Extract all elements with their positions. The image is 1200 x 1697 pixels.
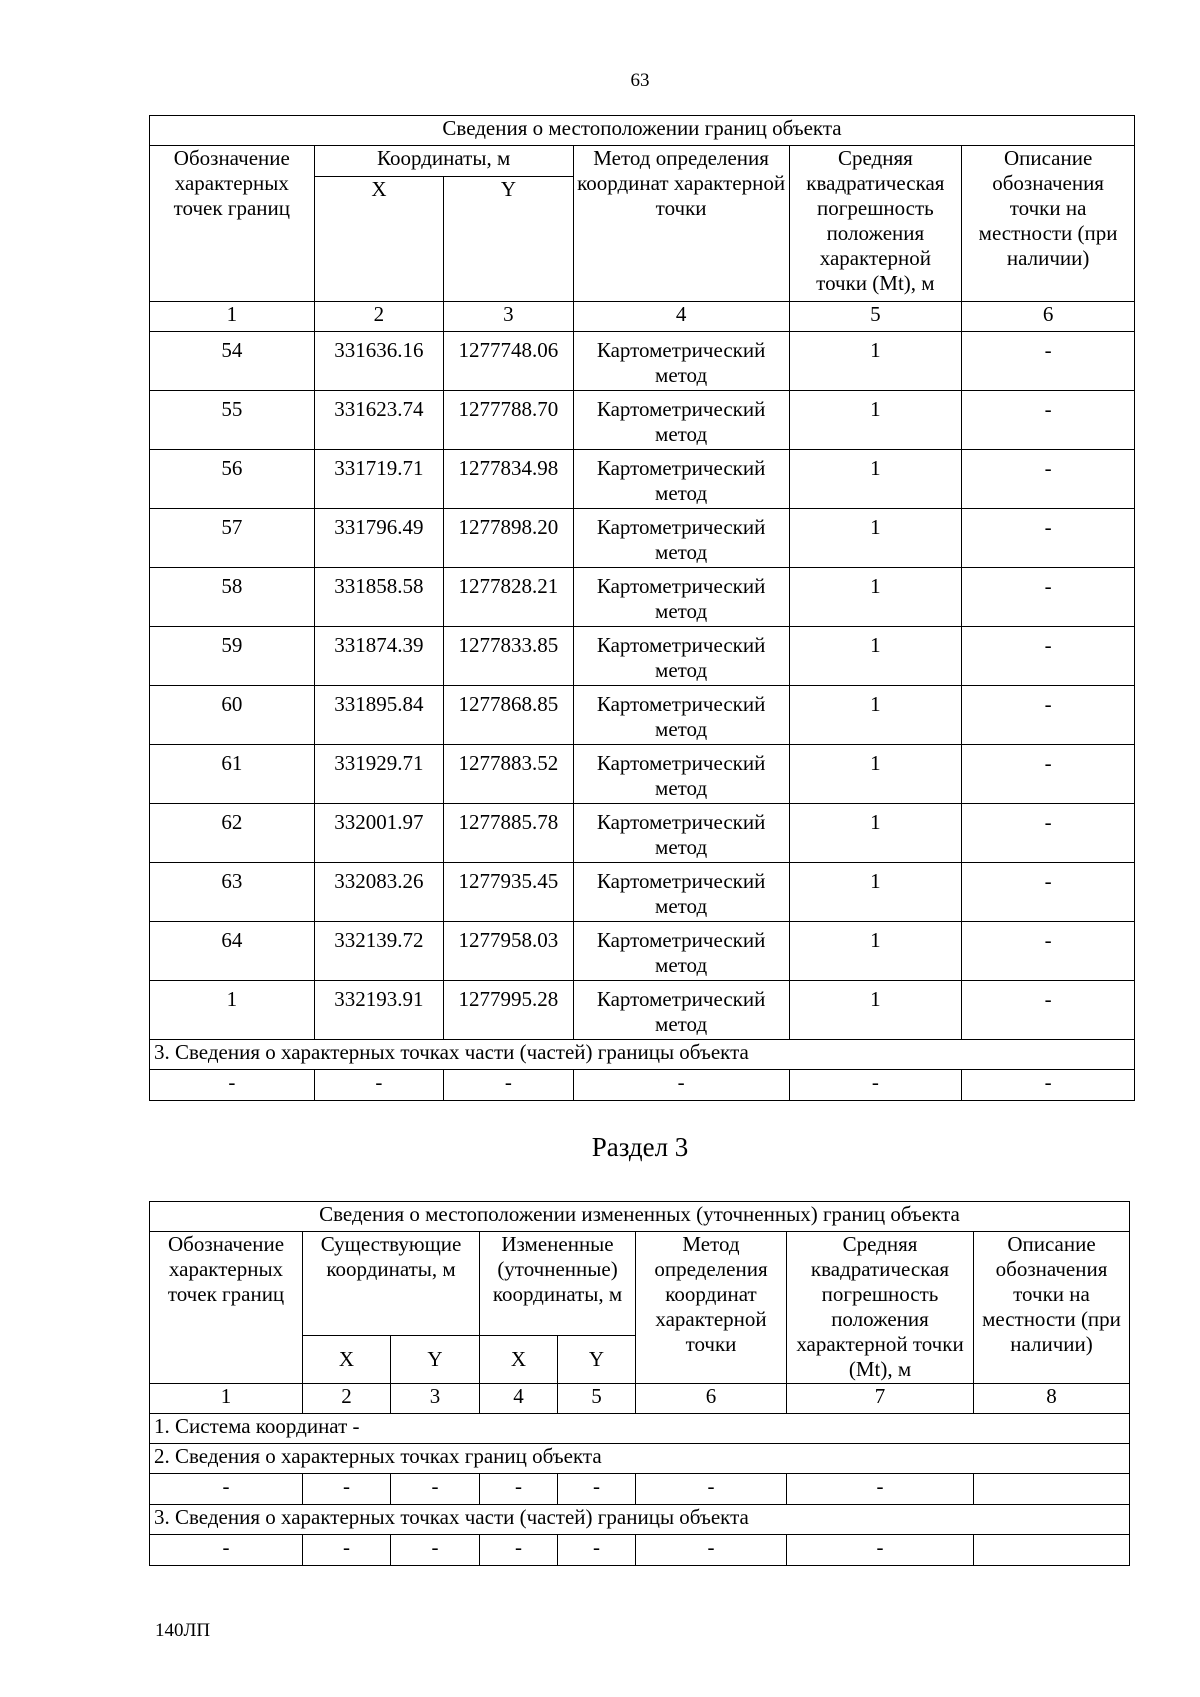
points-heading: 2. Сведения о характерных точках границ объекта	[150, 1444, 1130, 1474]
table-cell: -	[573, 1070, 789, 1101]
column-number: 4	[573, 302, 789, 332]
column-number: 4	[480, 1384, 558, 1414]
cell-y: 1277995.28	[444, 981, 574, 1040]
cell-method: Картометрический метод	[573, 686, 789, 745]
cell-desc: -	[962, 922, 1135, 981]
table-row	[150, 568, 1135, 627]
cell-y: 1277958.03	[444, 922, 574, 981]
cell-point: 58	[150, 568, 315, 627]
cell-desc: -	[962, 745, 1135, 804]
table-cell: -	[558, 1535, 636, 1566]
cell-x: 331636.16	[314, 332, 444, 391]
coord-system: 1. Система координат -	[150, 1414, 1130, 1444]
table-cell	[974, 1535, 1130, 1566]
cell-error: 1	[789, 332, 962, 391]
cell-desc: -	[962, 332, 1135, 391]
table-row	[150, 391, 1135, 450]
table-cell: -	[787, 1535, 974, 1566]
cell-x: 332001.97	[314, 804, 444, 863]
header-description: Описание обозначения точки на местности (при наличии)	[962, 146, 1135, 302]
table-row	[150, 450, 1135, 509]
header-y: Y	[444, 177, 574, 302]
table-cell: -	[150, 1535, 303, 1566]
page-number: 63	[630, 70, 650, 91]
table-cell: -	[480, 1535, 558, 1566]
cell-point: 54	[150, 332, 315, 391]
table-row	[150, 863, 1135, 922]
table-row	[150, 804, 1135, 863]
cell-desc: -	[962, 509, 1135, 568]
cell-error: 1	[789, 981, 962, 1040]
cell-point: 59	[150, 627, 315, 686]
header-x: X	[314, 177, 444, 302]
table-cell: -	[480, 1474, 558, 1505]
header-method: Метод определения координат характерной точки	[573, 146, 789, 302]
cell-y: 1277868.85	[444, 686, 574, 745]
column-number: 8	[974, 1384, 1130, 1414]
table-cell: -	[391, 1474, 480, 1505]
cell-x: 332139.72	[314, 922, 444, 981]
table-cell: -	[391, 1535, 480, 1566]
parts-heading: 3. Сведения о характерных точках части (частей) границы объекта	[150, 1505, 1130, 1535]
cell-method: Картометрический метод	[573, 450, 789, 509]
cell-point: 57	[150, 509, 315, 568]
cell-error: 1	[789, 568, 962, 627]
table-cell: -	[636, 1474, 787, 1505]
header2-method: Метод определения координат характерной точки	[636, 1232, 787, 1384]
header2-description: Описание обозначения точки на местности (при наличии)	[974, 1232, 1130, 1384]
cell-method: Картометрический метод	[573, 509, 789, 568]
header2-changed-x: X	[480, 1336, 558, 1384]
header2-point: Обозначение характерных точек границ	[150, 1232, 303, 1384]
points-row	[150, 1474, 1130, 1505]
cell-point: 60	[150, 686, 315, 745]
table-cell: -	[303, 1474, 391, 1505]
cell-y: 1277883.52	[444, 745, 574, 804]
cell-error: 1	[789, 509, 962, 568]
header2-changed: Измененные (уточненные) координаты, м	[480, 1232, 636, 1336]
cell-method: Картометрический метод	[573, 332, 789, 391]
cell-x: 332193.91	[314, 981, 444, 1040]
cell-desc: -	[962, 686, 1135, 745]
footer-code: 140ЛП	[155, 1620, 211, 1641]
column-number: 6	[962, 302, 1135, 332]
cell-point: 64	[150, 922, 315, 981]
table-cell: -	[962, 1070, 1135, 1101]
cell-desc: -	[962, 863, 1135, 922]
table-body	[150, 332, 1135, 1040]
cell-x: 331895.84	[314, 686, 444, 745]
cell-point: 56	[150, 450, 315, 509]
header2-existing: Существующие координаты, м	[303, 1232, 480, 1336]
header2-existing-x: X	[303, 1336, 391, 1384]
cell-error: 1	[789, 686, 962, 745]
parts-row	[150, 1535, 1130, 1566]
cell-method: Картометрический метод	[573, 568, 789, 627]
column-number: 1	[150, 1384, 303, 1414]
header-error: Средняя квадратическая погрешность положения характерной точки (Mt), м	[789, 146, 962, 302]
section-title: Раздел 3	[591, 1132, 689, 1162]
header-coords: Координаты, м	[314, 146, 573, 177]
cell-point: 1	[150, 981, 315, 1040]
cell-point: 55	[150, 391, 315, 450]
cell-error: 1	[789, 450, 962, 509]
cell-error: 1	[789, 804, 962, 863]
cell-desc: -	[962, 391, 1135, 450]
header2-changed-y: Y	[558, 1336, 636, 1384]
column-number: 3	[391, 1384, 480, 1414]
cell-y: 1277898.20	[444, 509, 574, 568]
table-cell: -	[314, 1070, 444, 1101]
cell-point: 62	[150, 804, 315, 863]
header2-existing-y: Y	[391, 1336, 480, 1384]
cell-x: 331623.74	[314, 391, 444, 450]
column-number: 7	[787, 1384, 974, 1414]
cell-method: Картометрический метод	[573, 627, 789, 686]
column-number: 2	[303, 1384, 391, 1414]
cell-point: 63	[150, 863, 315, 922]
table-cell: -	[150, 1474, 303, 1505]
table-row	[150, 981, 1135, 1040]
table-cell: -	[558, 1474, 636, 1505]
changed-boundary-table	[149, 1201, 1130, 1566]
cell-x: 331719.71	[314, 450, 444, 509]
cell-y: 1277828.21	[444, 568, 574, 627]
cell-error: 1	[789, 745, 962, 804]
cell-desc: -	[962, 804, 1135, 863]
table-cell: -	[789, 1070, 962, 1101]
table-row	[150, 745, 1135, 804]
table-title: Сведения о местоположении границ объекта	[150, 116, 1135, 146]
cell-y: 1277748.06	[444, 332, 574, 391]
cell-method: Картометрический метод	[573, 922, 789, 981]
table-row	[150, 332, 1135, 391]
cell-x: 331874.39	[314, 627, 444, 686]
cell-y: 1277935.45	[444, 863, 574, 922]
column-numbers-row	[150, 302, 1135, 332]
header-point: Обозначение характерных точек границ	[150, 146, 315, 302]
cell-x: 331929.71	[314, 745, 444, 804]
column-number: 1	[150, 302, 315, 332]
cell-error: 1	[789, 922, 962, 981]
table-cell: -	[636, 1535, 787, 1566]
cell-y: 1277833.85	[444, 627, 574, 686]
cell-desc: -	[962, 568, 1135, 627]
cell-method: Картометрический метод	[573, 391, 789, 450]
cell-error: 1	[789, 863, 962, 922]
cell-error: 1	[789, 627, 962, 686]
parts-heading: 3. Сведения о характерных точках части (частей) границы объекта	[150, 1040, 1135, 1070]
cell-desc: -	[962, 981, 1135, 1040]
table-row	[150, 686, 1135, 745]
cell-method: Картометрический метод	[573, 745, 789, 804]
parts-row	[150, 1070, 1135, 1101]
column-number: 6	[636, 1384, 787, 1414]
cell-desc: -	[962, 627, 1135, 686]
column-number: 2	[314, 302, 444, 332]
table-cell	[974, 1474, 1130, 1505]
cell-method: Картометрический метод	[573, 863, 789, 922]
cell-x: 331858.58	[314, 568, 444, 627]
cell-y: 1277885.78	[444, 804, 574, 863]
column-numbers-row	[150, 1384, 1130, 1414]
cell-method: Картометрический метод	[573, 981, 789, 1040]
cell-error: 1	[789, 391, 962, 450]
table2-title: Сведения о местоположении измененных (уточненных) границ объекта	[150, 1202, 1130, 1232]
header2-error: Средняя квадратическая погрешность положения характерной точки (Mt), м	[787, 1232, 974, 1384]
cell-x: 331796.49	[314, 509, 444, 568]
cell-point: 61	[150, 745, 315, 804]
column-number: 5	[789, 302, 962, 332]
cell-y: 1277834.98	[444, 450, 574, 509]
table-cell: -	[150, 1070, 315, 1101]
table-cell: -	[444, 1070, 574, 1101]
cell-x: 332083.26	[314, 863, 444, 922]
table-cell: -	[787, 1474, 974, 1505]
column-number: 3	[444, 302, 574, 332]
cell-method: Картометрический метод	[573, 804, 789, 863]
table-row	[150, 627, 1135, 686]
table-row	[150, 922, 1135, 981]
boundary-location-table	[149, 115, 1135, 1101]
table-cell: -	[303, 1535, 391, 1566]
cell-desc: -	[962, 450, 1135, 509]
table-row	[150, 509, 1135, 568]
column-number: 5	[558, 1384, 636, 1414]
cell-y: 1277788.70	[444, 391, 574, 450]
